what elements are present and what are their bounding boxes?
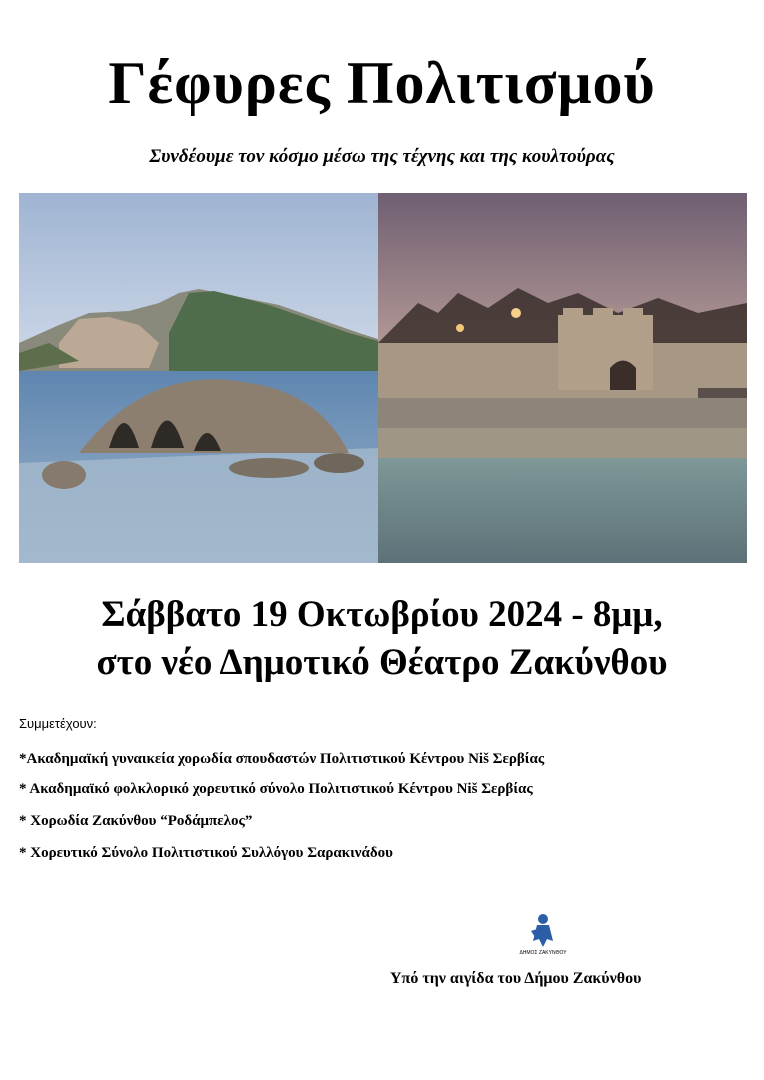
photo-collage	[19, 193, 747, 563]
participants-label: Συμμετέχουν:	[19, 716, 97, 731]
event-venue: στο νέο Δημοτικό Θέατρο Ζακύνθου	[96, 642, 668, 683]
poster-subtitle: Συνδέουμε τον κόσμο μέσω της τέχνης και της κουλτούρας	[149, 146, 615, 167]
bridge-ruins-photo	[19, 193, 378, 563]
poster-title: Γέφυρες Πολιτισμού	[108, 50, 656, 116]
participant-item: * Ακαδημαϊκό φολκλορικό χορευτικό σύνολο Πολιτιστικού Κέντρου Νiš Σερβίας	[19, 781, 533, 797]
event-date: Σάββατο 19 Οκτωβρίου 2024 - 8μμ,	[101, 594, 663, 635]
participant-item: * Χορευτικό Σύνολο Πολιτιστικού Συλλόγου Σαρακινάδου	[19, 845, 393, 861]
fortress-gate-photo	[378, 193, 747, 563]
patronage-note: Υπό την αιγίδα του Δήμου Ζακύνθου	[390, 970, 642, 987]
participant-item: *Ακαδημαϊκή γυναικεία χορωδία σπουδαστών Πολιτιστικού Κέντρου Νiš Σερβίας	[19, 751, 545, 767]
logo-caption: ΔΗΜΟΣ ΖΑΚΥΝΘΟΥ	[519, 950, 567, 956]
participant-item: * Χορωδία Ζακύνθου “Ροδάμπελος”	[19, 813, 253, 829]
